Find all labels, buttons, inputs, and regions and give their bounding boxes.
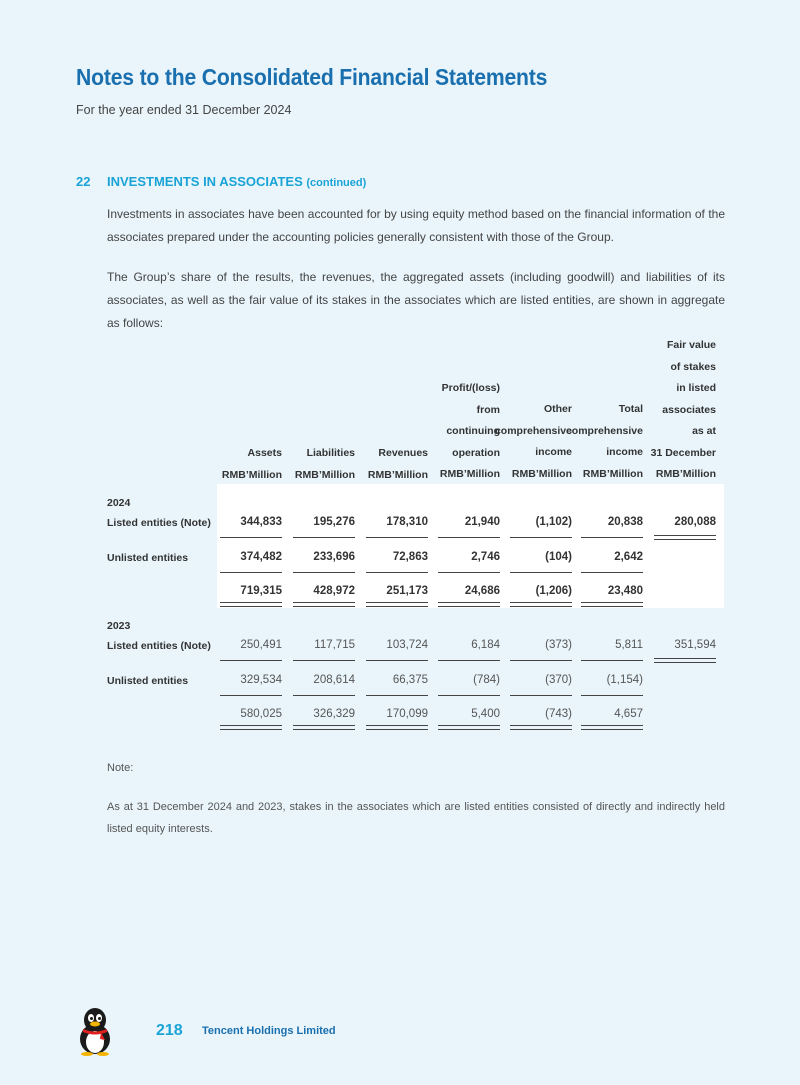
- rule: [293, 660, 355, 661]
- double-rule: [654, 658, 716, 663]
- table-cell: 344,833: [240, 516, 282, 528]
- section-continued: (continued): [306, 177, 367, 189]
- rule: [220, 572, 282, 573]
- table-cell: 72,863: [392, 551, 428, 563]
- rule: [438, 572, 500, 573]
- penguin-logo-icon: [76, 1006, 114, 1056]
- table-cell: 329,534: [240, 674, 282, 686]
- table-cell: 428,972: [313, 585, 355, 597]
- table-cell: (784): [473, 674, 500, 686]
- rule: [510, 660, 572, 661]
- section-number: 22: [76, 174, 91, 189]
- section-title-text: INVESTMENTS IN ASSOCIATES: [107, 174, 303, 189]
- table-cell: 326,329: [313, 708, 355, 720]
- col-header-line: RMB’Million: [367, 468, 428, 481]
- col-header-line: RMB’Million: [655, 468, 716, 480]
- table-cell: 178,310: [386, 516, 428, 528]
- table-cell: 2,642: [614, 551, 643, 563]
- table-cell: 24,686: [464, 585, 500, 597]
- double-rule: [293, 725, 355, 730]
- rule: [366, 660, 428, 661]
- col-header-line: Total: [618, 403, 643, 415]
- rule: [293, 695, 355, 696]
- col-header-line: comprehensive: [494, 424, 572, 437]
- rule: [510, 537, 572, 538]
- row-label-listed-2023: Listed entities (Note): [107, 640, 211, 652]
- table-cell: 117,715: [314, 639, 355, 651]
- col-header-line: income: [606, 446, 643, 458]
- table-cell: 21,940: [464, 516, 500, 528]
- table-cell: 5,811: [615, 639, 643, 651]
- rule: [293, 537, 355, 538]
- table-cell: (373): [545, 639, 572, 651]
- rule: [438, 537, 500, 538]
- double-rule: [438, 725, 500, 730]
- table-cell: 233,696: [313, 551, 355, 563]
- double-rule: [510, 602, 572, 607]
- table-cell: 280,088: [674, 516, 716, 528]
- table-cell: 351,594: [674, 639, 716, 651]
- rule: [438, 660, 500, 661]
- col-header-line: RMB’Million: [439, 468, 500, 480]
- paragraph-1: Investments in associates have been accounted for by using equity method based on the financial information of the associates prepared under the accounting policies generally consistent with those of the Group.: [107, 207, 725, 244]
- rule: [293, 572, 355, 573]
- col-header-line: RMB’Million: [294, 468, 355, 481]
- double-rule: [366, 725, 428, 730]
- col-header-line: Fair value: [666, 339, 716, 351]
- col-header-line: RMB’Million: [511, 467, 572, 480]
- col-header-line: operation: [452, 446, 500, 459]
- rule: [366, 537, 428, 538]
- rule: [220, 660, 282, 661]
- double-rule: [581, 602, 643, 607]
- table-cell: 195,276: [313, 516, 355, 528]
- rule: [581, 572, 643, 573]
- table-cell: (1,206): [535, 585, 572, 597]
- table-cell: 580,025: [240, 708, 282, 720]
- rule: [220, 695, 282, 696]
- double-rule: [510, 725, 572, 730]
- col-header-line: from: [476, 403, 500, 416]
- table-cell: 250,491: [240, 639, 282, 651]
- col-header-line: as at: [692, 425, 716, 437]
- table-cell: 20,838: [607, 516, 643, 528]
- rule: [438, 695, 500, 696]
- col-header-line: Revenues: [378, 447, 428, 459]
- section-title: [107, 174, 366, 189]
- table-cell: 5,400: [471, 708, 500, 720]
- col-header-line: Profit/(loss): [441, 382, 500, 394]
- row-label-unlisted-2024: Unlisted entities: [107, 552, 189, 564]
- rule: [220, 537, 282, 538]
- table-cell: 4,657: [614, 708, 643, 720]
- page-subtitle: For the year ended 31 December 2024: [76, 103, 292, 117]
- table-cell: 66,375: [392, 674, 428, 686]
- col-header-line: income: [535, 446, 572, 458]
- table-cell: 208,614: [313, 674, 355, 686]
- page-number: 218: [156, 1022, 183, 1039]
- table-cell: 374,482: [240, 551, 282, 563]
- col-header-fair-value: [626, 335, 716, 486]
- col-header-line: of stakes: [670, 360, 716, 373]
- col-header-line: in listed: [676, 382, 716, 394]
- rule: [510, 572, 572, 573]
- year-label-2024: 2024: [107, 497, 131, 509]
- double-rule: [581, 725, 643, 730]
- row-label-unlisted-2023: Unlisted entities: [107, 675, 189, 687]
- col-header-line: 31 December: [650, 446, 716, 459]
- col-header-line: comprehensive: [565, 424, 643, 437]
- rule: [366, 695, 428, 696]
- col-header-line: Liabilities: [306, 447, 355, 459]
- double-rule: [293, 602, 355, 607]
- double-rule: [220, 725, 282, 730]
- table-cell: (743): [545, 708, 572, 720]
- col-header-line: Other: [543, 403, 572, 415]
- double-rule: [438, 602, 500, 607]
- col-header-line: continuing: [446, 425, 500, 437]
- table-cell: (1,102): [535, 516, 572, 528]
- page-title: Notes to the Consolidated Financial Statements: [76, 64, 548, 90]
- double-rule: [220, 602, 282, 607]
- col-header-line: RMB’Million: [221, 468, 282, 481]
- col-header-line: associates: [662, 403, 716, 416]
- company-name: Tencent Holdings Limited: [202, 1025, 336, 1037]
- note-heading: Note:: [107, 762, 134, 774]
- paragraph-2: The Group’s share of the results, the revenues, the aggregated assets (including goodwill) and liabilities of its associates, as well as the fair value of its stakes in the associates which are listed entities, are shown in aggregate as follows:: [107, 270, 725, 330]
- col-header-line: RMB’Million: [582, 467, 643, 480]
- table-cell: 251,173: [386, 585, 428, 597]
- table-cell: (1,154): [606, 674, 643, 686]
- rule: [581, 660, 643, 661]
- double-rule: [654, 535, 716, 540]
- note-text: As at 31 December 2024 and 2023, stakes in the associates which are listed entities consisted of directly and indirectly held listed equity interests.: [107, 801, 725, 835]
- year-label-2023: 2023: [107, 620, 131, 632]
- rule: [581, 537, 643, 538]
- table-cell: 2,746: [471, 551, 500, 563]
- table-cell: 23,480: [607, 585, 643, 597]
- rule: [581, 695, 643, 696]
- rule: [366, 572, 428, 573]
- rule: [510, 695, 572, 696]
- table-cell: 719,315: [240, 585, 282, 597]
- table-cell: (370): [545, 674, 572, 686]
- table-cell: 6,184: [471, 639, 500, 651]
- table-cell: 170,099: [386, 708, 428, 720]
- table-cell: 103,724: [386, 639, 428, 651]
- double-rule: [366, 602, 428, 607]
- table-cell: (104): [545, 551, 572, 563]
- col-header-line: Assets: [247, 447, 282, 459]
- row-label-listed-2024: Listed entities (Note): [107, 517, 211, 529]
